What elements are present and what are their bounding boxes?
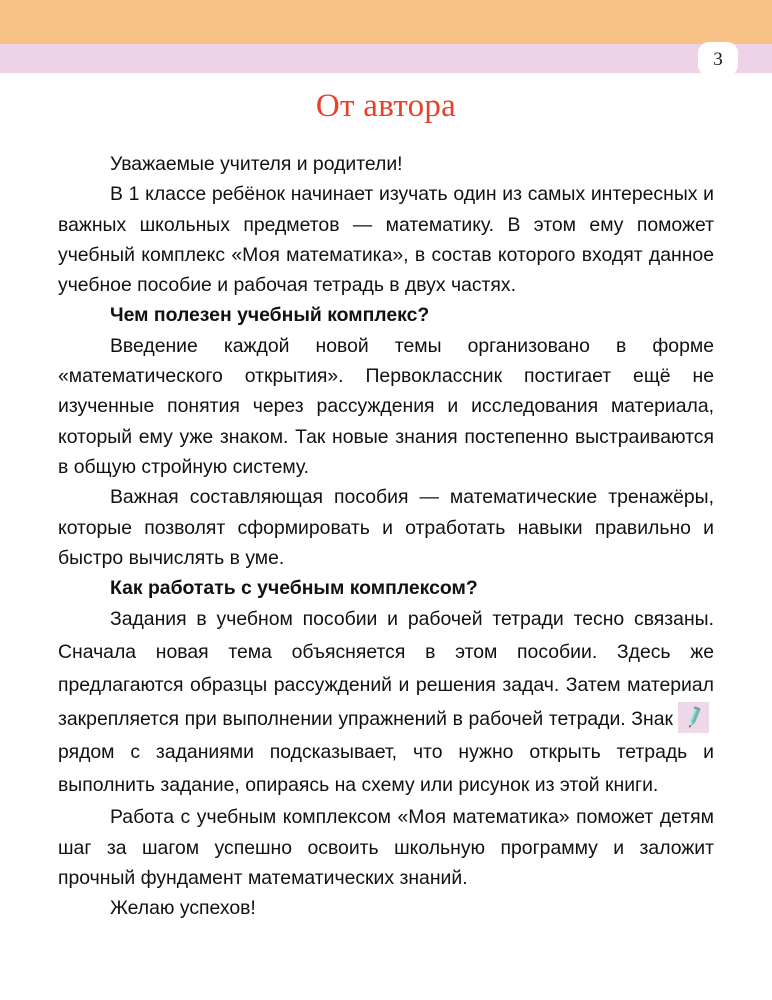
paragraph-tasks-text-after: рядом с заданиями подсказывает, что нужно открыть тетрадь и выполнить задание, опираясь на схему или рисунок из этой книги. xyxy=(58,741,714,797)
pencil-icon xyxy=(678,702,709,733)
page-number-badge: 3 xyxy=(698,42,738,76)
paragraph-trainers: Важная составляющая пособия — математические тренажёры, которые позволят сформировать и отработать навыки правильно и быстро вычислять в уме. xyxy=(58,486,714,569)
paragraph-intro: В 1 классе ребёнок начинает изучать один из самых интересных и важных школьных предметов — математику. В этом ему поможет учебный комплекс «Моя математика», в состав которого входят данное учебное пособие и рабочая тетрадь в двух частях. xyxy=(58,183,714,297)
paragraph-tasks-text-before: Задания в учебном пособии и рабочей тетради тесно связаны. Сначала новая тема объясняется в этом пособии. Здесь же предлагаются образцы рассуждений и решения задач. Затем материал закрепляется при выполнении упражнений в рабочей тетради. Знак xyxy=(58,608,714,731)
page-title: От автора xyxy=(315,88,457,124)
page-content xyxy=(58,88,714,924)
paragraph-greeting: Уважаемые учителя и родители! xyxy=(110,153,403,175)
header-band-orange xyxy=(0,0,772,44)
subheading-benefits: Чем полезен учебный комплекс? xyxy=(110,304,430,327)
header-band-pink xyxy=(0,44,772,73)
subheading-how-to-work: Как работать с учебным комплексом? xyxy=(110,577,478,600)
paragraph-discovery: Введение каждой новой темы организовано в форме «математического открытия». Первоклассник постигает ещё не изученные понятия через рассуждения и исследования материала, который ему уже знаком. Так новые знания постепенно выстраиваются в общую стройную систему. xyxy=(58,334,714,478)
paragraph-conclusion: Работа с учебным комплексом «Моя математика» поможет детям шаг за шагом успешно освоить школьную программу и заложит прочный фундамент математических знаний. xyxy=(58,806,714,890)
paragraph-wishes: Желаю успехов! xyxy=(110,897,256,920)
paragraph-tasks xyxy=(58,603,714,802)
